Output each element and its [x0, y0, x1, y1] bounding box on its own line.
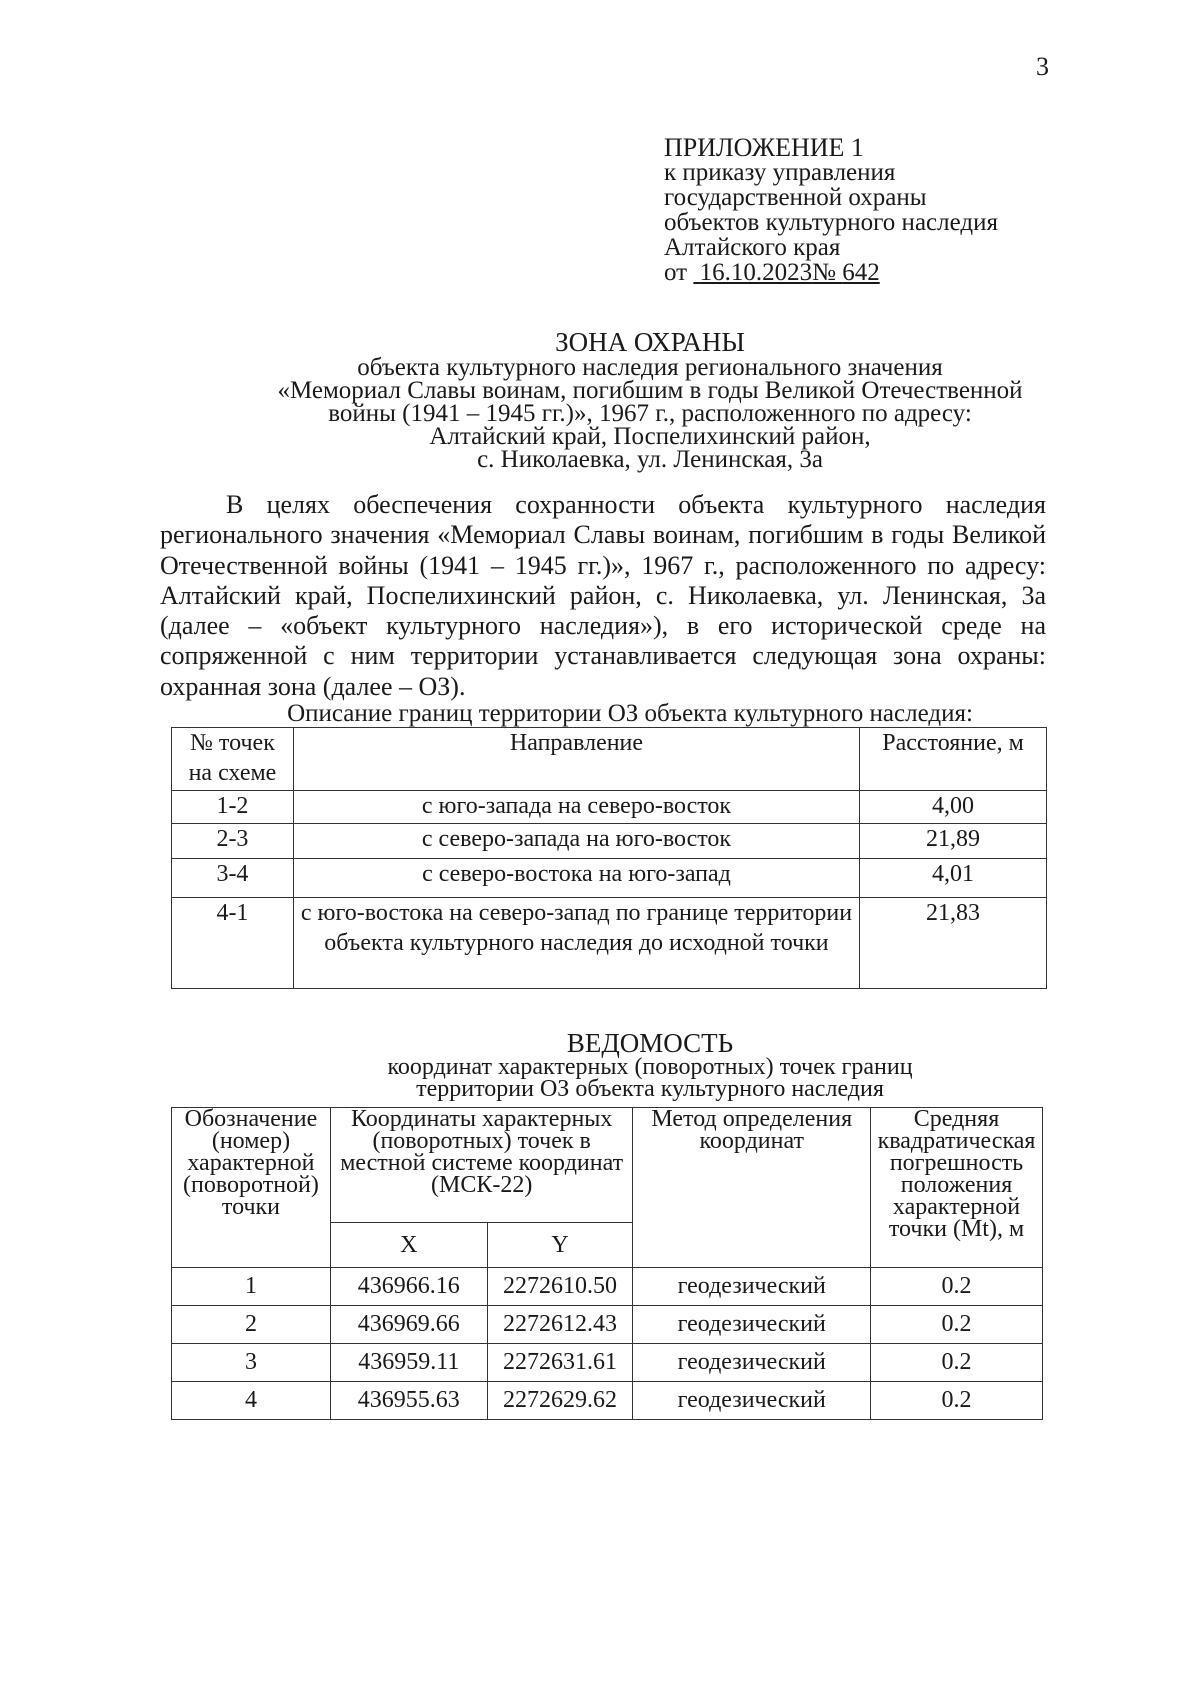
zone-line: войны (1941 – 1945 гг.)», 1967 г., расположенного по адресу:: [328, 400, 972, 427]
appendix-line-1: к приказу управления: [664, 159, 896, 186]
table-row: 4-1 с юго-востока на северо-запад по границе территории объекта культурного наследия до исходной точки 21,83: [172, 898, 1047, 989]
zone-line: Алтайский край, Поспелихинский район,: [429, 423, 871, 450]
header-y: Y: [487, 1223, 633, 1268]
zone-line: с. Николаевка, ул. Ленинская, 3а: [477, 446, 823, 473]
appendix-line-2: государственной охраны: [664, 184, 927, 211]
table-row: 1 436966.16 2272610.50 геодезический 0.2: [172, 1268, 1043, 1306]
appendix-title: ПРИЛОЖЕНИЕ 1: [664, 133, 864, 162]
boundaries-table: [171, 727, 1047, 989]
zone-heading: [150, 328, 1150, 471]
appendix-line-4: Алтайского края: [664, 234, 841, 261]
date-prefix: от: [664, 259, 688, 286]
coordinates-table: [171, 1107, 1043, 1420]
table-row: 2 436969.66 2272612.43 геодезический 0.2: [172, 1306, 1043, 1344]
header-point-id: Обозначение (номер) характерной (поворотной) точки: [172, 1108, 331, 1268]
header-error: Средняя квадратическая погрешность положения характерной точки (Mt), м: [871, 1108, 1043, 1268]
appendix-line-3: объектов культурного наследия: [664, 209, 998, 236]
statement-title: ВЕДОМОСТЬ: [566, 1028, 734, 1058]
table-row: 3 436959.11 2272631.61 геодезический 0.2: [172, 1344, 1043, 1382]
table-row: 2-3 с северо-запада на юго-восток 21,89: [172, 824, 1047, 859]
header-method: Метод определения координат: [633, 1108, 871, 1268]
table-row: 4 436955.63 2272629.62 геодезический 0.2: [172, 1382, 1043, 1420]
table-header-row: [172, 728, 1047, 791]
zone-title: ЗОНА ОХРАНЫ: [555, 327, 745, 357]
statement-subtitle: координат характерных (поворотных) точек границ территории ОЗ объекта культурного наследия: [387, 1054, 913, 1102]
header-direction: Направление: [293, 728, 859, 791]
table-row: 3-4 с северо-востока на юго-запад 4,01: [172, 859, 1047, 898]
zone-line: «Мемориал Славы воинам, погибшим в годы Великой Отечественной: [277, 377, 1023, 404]
table-row: 1-2 с юго-запада на северо-восток 4,00: [172, 791, 1047, 824]
header-x: X: [330, 1223, 487, 1268]
order-date: 16.10.2023№ 642: [699, 259, 880, 286]
header-coordinates: Координаты характерных (поворотных) точек в местной системе координат (МСК-22): [330, 1108, 633, 1223]
boundaries-caption: Описание границ территории ОЗ объекта культурного наследия:: [287, 700, 973, 727]
intro-paragraph: В целях обеспечения сохранности объекта культурного наследия регионального значения «Мемориал Славы воинам, погибшим в годы Великой Отечественной войны (1941 – 1945 гг.)», 1967 г., расположенного по адресу: Алтайский край, Поспелихинский район, с. Николаевка, ул. Ленинская, 3а (далее – «объект культурного наследия»), в его исторической среде на сопряженной с ним территории устанавливается следующая зона охраны: охранная зона (далее – ОЗ).: [160, 490, 1046, 701]
page-number: 3: [1036, 52, 1049, 81]
order-number: 642: [842, 259, 880, 286]
header-distance: Расстояние, м: [860, 728, 1047, 791]
zone-line: объекта культурного наследия регионального значения: [357, 354, 943, 381]
appendix-header: [664, 135, 998, 285]
order-date-line: [664, 260, 998, 285]
header-points: № точек на схеме: [172, 728, 294, 791]
table-header-row: [172, 1108, 1043, 1223]
